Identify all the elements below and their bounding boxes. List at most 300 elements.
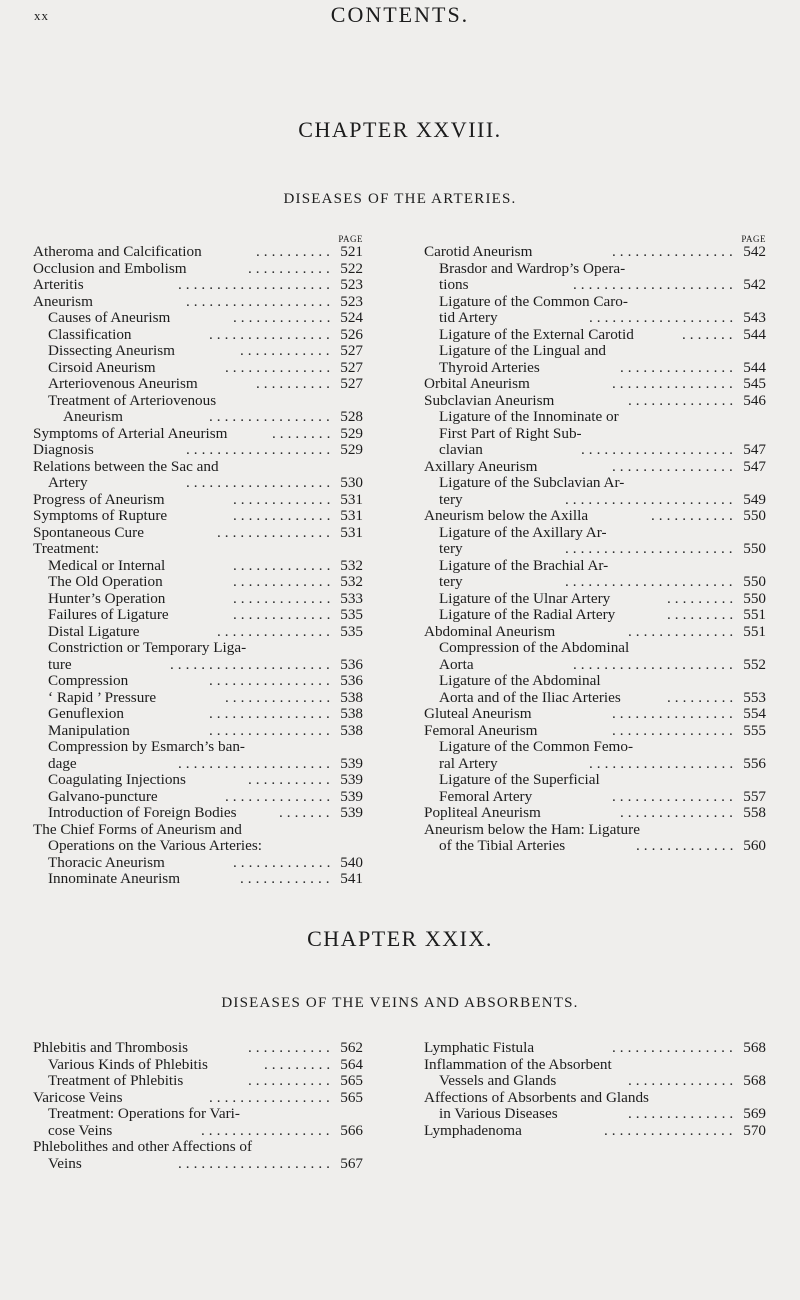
dot-leader: ........... [248,771,334,788]
toc-entry-page: 550 [743,589,766,607]
toc-entry-title: Classification [48,325,132,343]
dot-leader: .............. [628,1105,738,1122]
toc-entry [424,261,766,278]
toc-entry [33,574,363,591]
toc-entry-title: Ligature of the Brachial Ar- [439,556,609,574]
dot-leader: ............. [636,837,738,854]
dot-leader: ............... [620,358,737,376]
toc-entry [33,1073,363,1090]
toc-entry [33,508,363,525]
toc-entry [424,1090,766,1107]
toc-entry-page: 554 [743,705,766,722]
toc-entry-page: 540 [340,853,363,871]
toc-entry-page: 567 [340,1154,363,1172]
toc-entry-title: Ligature of the Common Femo- [439,738,634,755]
toc-entry-page: 523 [340,276,363,293]
toc-entry-page: 566 [340,1121,363,1139]
toc-entry-title: Femoral Aneurism [424,721,538,739]
toc-entry [424,607,766,624]
dot-leader: ................. [604,1121,737,1139]
toc-entry-title: dage [48,754,77,772]
toc-entry [424,1073,766,1090]
dot-leader: ............ [240,342,334,359]
toc-entry [33,1090,363,1107]
toc-entry-title: Thyroid Arteries [439,358,540,376]
toc-entry-page: 544 [743,358,766,376]
dot-leader: ............ [240,870,334,887]
toc-entry-title: tery [439,490,463,508]
toc-entry-title: Diagnosis [33,441,94,458]
toc-entry-title: Affections of Absorbents and Glands [424,1088,649,1106]
toc-entry [33,558,363,575]
toc-entry [33,1139,363,1156]
dot-leader: .................... [178,1154,334,1172]
dot-leader: ................ [612,787,737,805]
dot-leader: ................ [612,721,737,739]
toc-entry-page: 538 [340,705,363,722]
toc-entry-title: Coagulating Injections [48,771,186,788]
dot-leader: ................ [209,672,334,689]
toc-entry-page: 536 [340,655,363,673]
toc-entry-page: 545 [743,375,766,392]
toc-entry-page: 542 [743,276,766,293]
dot-leader: ................... [186,474,335,491]
toc-entry-page: 527 [340,342,363,359]
toc-entry-page: 538 [340,721,363,739]
running-title: CONTENTS. [330,2,470,27]
toc-entry [424,409,766,426]
dot-leader: ................... [186,441,335,458]
toc-entry-title: Aneurism [33,292,93,310]
dot-leader: ..................... [573,276,737,293]
toc-entry [33,1057,363,1074]
toc-entry-title: Subclavian Aneurism [424,391,555,409]
toc-entry-page: 547 [743,441,766,458]
toc-entry [33,426,363,443]
toc-entry-page: 522 [340,259,363,277]
toc-entry-title: Ligature of the Ulnar Artery [439,589,611,607]
toc-entry-page: 527 [340,358,363,376]
toc-entry [33,640,363,657]
toc-entry-title: Popliteal Aneurism [424,804,541,821]
toc-entry-title: Aneurism below the Ham: Ligature [424,820,640,838]
toc-entry [424,475,766,492]
toc-entry [424,1040,766,1057]
toc-entry-page: 531 [340,507,363,524]
toc-entry-title: Arteriovenous Aneurism [48,375,198,392]
toc-entry-title: clavian [439,441,483,458]
toc-entry-title: Inflammation of the Absorbent [424,1055,612,1073]
toc-entry [424,739,766,756]
toc-entry [33,690,363,707]
dot-leader: ................ [612,243,737,260]
toc-entry [33,459,363,476]
toc-entry [424,822,766,839]
toc-entry-page: 565 [340,1072,363,1089]
toc-entry-title: Phlebolithes and other Affections of [33,1138,253,1155]
toc-entry [33,673,363,690]
toc-entry [424,1057,766,1074]
dot-leader: ................... [186,292,335,310]
toc-entry-title: Ligature of the Lingual and [439,342,607,359]
toc-entry [424,558,766,575]
toc-entry [33,244,363,261]
toc-entry [33,360,363,377]
toc-entry-title: Relations between the Sac and [33,457,219,475]
toc-entry [33,1156,363,1173]
toc-entry-title: ral Artery [439,754,498,772]
toc-entry [33,789,363,806]
toc-entry-title: Ligature of the External Carotid [439,325,634,343]
toc-entry [424,624,766,641]
toc-entry-page: 527 [340,375,363,392]
toc-entry [33,310,363,327]
toc-entry-page: 524 [340,309,363,326]
toc-entry [33,756,363,773]
toc-entry-title: ture [48,655,72,673]
toc-entry [424,591,766,608]
toc-entry-page: 521 [340,243,363,260]
toc-entry [424,690,766,707]
toc-entry-title: Cirsoid Aneurism [48,358,156,376]
toc-entry-title: Constriction or Temporary Liga- [48,639,247,656]
toc-entry-title: Treatment: Operations for Vari- [48,1105,240,1122]
toc-entry-title: Dissecting Aneurism [48,342,175,359]
dot-leader: ............. [233,589,335,607]
toc-entry [424,426,766,443]
toc-entry-title: tions [439,276,469,293]
toc-entry [424,360,766,377]
toc-entry-title: Vessels and Glands [439,1072,557,1089]
dot-leader: ........... [248,259,334,277]
toc-entry [424,805,766,822]
toc-entry-title: Galvano-puncture [48,787,158,805]
toc-entry-title: ‘ Rapid ’ Pressure [48,688,157,706]
toc-entry-title: Atheroma and Calcification [33,243,202,260]
toc-entry-title: Operations on the Various Arteries: [48,837,262,854]
toc-entry-title: in Various Diseases [439,1105,558,1122]
toc-entry-title: Abdominal Aneurism [424,622,556,640]
toc-entry-title: Causes of Aneurism [48,309,171,326]
toc-entry-title: Orbital Aneurism [424,375,530,392]
dot-leader: .............. [225,787,335,805]
toc-entry [424,393,766,410]
dot-leader: .......... [256,243,334,260]
toc-entry [424,492,766,509]
toc-entry [33,772,363,789]
toc-entry [424,442,766,459]
toc-entry-title: Veins [48,1154,82,1172]
toc-entry-title: Varicose Veins [33,1088,123,1106]
toc-entry [424,657,766,674]
dot-leader: ............... [217,523,334,541]
toc-entry-title: Compression of the Abdominal [439,639,630,656]
toc-entry-page: 535 [340,622,363,640]
toc-entry [424,525,766,542]
toc-entry [424,310,766,327]
page-number: xx [34,8,49,23]
toc-entry [424,1123,766,1140]
toc-entry-page: 543 [743,309,766,326]
toc-entry-title: Manipulation [48,721,130,739]
toc-entry [33,294,363,311]
toc-entry [424,244,766,261]
dot-leader: ......... [667,589,738,607]
dot-leader: ................ [209,1088,334,1106]
toc-entry-page: 541 [340,870,363,887]
dot-leader: ............... [620,804,737,821]
toc-entry-page: 531 [340,523,363,541]
toc-entry-page: 532 [340,573,363,590]
toc-entry-page: 538 [340,688,363,706]
toc-entry-title: tery [439,540,463,557]
toc-entry-title: Various Kinds of Phlebitis [48,1055,208,1073]
toc-entry [424,772,766,789]
toc-entry-title: Aorta [439,655,474,673]
dot-leader: ................. [201,1121,334,1139]
toc-entry [33,409,363,426]
dot-leader: ............. [233,853,335,871]
dot-leader: ...................... [565,573,737,590]
dot-leader: .............. [628,1072,738,1089]
toc-entry-title: Ligature of the Abdominal [439,672,601,689]
toc-entry-title: Treatment: [33,540,100,557]
toc-column-left [33,234,363,888]
dot-leader: ............. [233,507,335,524]
toc-entry-page: 551 [743,606,766,623]
toc-entry-page: 570 [743,1121,766,1139]
dot-leader: ................... [589,309,738,326]
toc-entry-title: Ligature of the Innominate or [439,408,619,425]
toc-entry-title: Failures of Ligature [48,606,169,623]
dot-leader: ...................... [565,490,737,508]
dot-leader: .............. [225,688,335,706]
dot-leader: ................ [612,1039,737,1056]
toc-entry-title: Lymphadenoma [424,1121,522,1139]
toc-entry [424,640,766,657]
chapter-subtitle: DISEASES OF THE VEINS AND ABSORBENTS. [221,995,579,1011]
toc-entry-title: Femoral Artery [439,787,533,805]
dot-leader: ..................... [170,655,334,673]
dot-leader: .................... [581,441,737,458]
toc-entry [424,1106,766,1123]
dot-leader: ......... [667,606,738,623]
toc-entry [424,706,766,723]
dot-leader: ................ [612,457,737,475]
toc-entry-page: 546 [743,391,766,409]
toc-entry-page: 529 [340,441,363,458]
toc-entry-page: 530 [340,474,363,491]
toc-entry [33,739,363,756]
toc-entry [424,541,766,558]
toc-entry [424,277,766,294]
toc-entry-page: 568 [743,1039,766,1056]
toc-entry [33,277,363,294]
toc-entry-title: The Old Operation [48,573,163,590]
toc-entry-title: Ligature of the Superficial [439,771,600,788]
toc-entry [33,376,363,393]
toc-entry-page: 535 [340,606,363,623]
dot-leader: .............. [225,358,335,376]
toc-entry-title: Innominate Aneurism [48,870,181,887]
chapter-subtitle: DISEASES OF THE ARTERIES. [283,191,517,207]
dot-leader: ................ [612,705,737,722]
dot-leader: .................... [178,754,334,772]
running-head [0,2,800,28]
dot-leader: ........... [248,1072,334,1089]
toc-entry-page: 533 [340,589,363,607]
toc-entry [424,673,766,690]
toc-column-left [33,1040,363,1172]
toc-entry-title: Thoracic Aneurism [48,853,165,871]
toc-entry-title: Artery [48,474,88,491]
toc-entry-page: 550 [743,573,766,590]
toc-entry-title: Symptoms of Arterial Aneurism [33,424,228,442]
toc-entry-title: Phlebitis and Thrombosis [33,1039,188,1056]
dot-leader: ....... [682,325,737,343]
dot-leader: ........ [272,424,335,442]
toc-entry-title: Treatment of Arteriovenous [48,391,217,409]
toc-entry-title: Aneurism below the Axilla [424,507,589,524]
toc-entry-page: 528 [340,408,363,425]
toc-entry [33,541,363,558]
toc-entry-page: 568 [743,1072,766,1089]
dot-leader: .............. [628,622,738,640]
toc-entry-title: Distal Ligature [48,622,140,640]
toc-entry [424,376,766,393]
toc-entry-title: tid Artery [439,309,498,326]
toc-entry-page: 542 [743,243,766,260]
toc-entry [33,393,363,410]
toc-entry-title: Spontaneous Cure [33,523,144,541]
toc-entry [424,508,766,525]
toc-entry [33,871,363,888]
page-column-label: PAGE [338,234,363,244]
toc-entry-page: 531 [340,490,363,508]
toc-entry-title: Occlusion and Embolism [33,259,187,277]
toc-entry-title: Aneurism [63,408,123,425]
toc-entry [33,327,363,344]
dot-leader: .................... [178,276,334,293]
toc-entry-title: Aorta and of the Iliac Arteries [439,688,621,706]
dot-leader: ................... [589,754,738,772]
toc-entry [424,459,766,476]
toc-entry-title: Treatment of Phlebitis [48,1072,184,1089]
dot-leader: ..................... [573,655,737,673]
chapter-title: CHAPTER XXIX. [307,926,493,951]
dot-leader: ................ [209,721,334,739]
toc-entry-title: Compression [48,672,129,689]
toc-entry [33,805,363,822]
toc-entry-page: 564 [340,1055,363,1073]
toc-entry [33,657,363,674]
dot-leader: ...................... [565,540,737,557]
toc-entry [33,855,363,872]
dot-leader: ....... [279,804,334,821]
toc-entry [424,838,766,855]
toc-entry [424,574,766,591]
dot-leader: ........... [248,1039,334,1056]
toc-entry [33,723,363,740]
toc-entry [33,822,363,839]
toc-entry [424,343,766,360]
dot-leader: ......... [264,1055,335,1073]
dot-leader: .............. [628,391,738,409]
toc-entry-page: 549 [743,490,766,508]
toc-entry-title: Lymphatic Fistula [424,1039,535,1056]
toc-entry [33,607,363,624]
toc-entry-title: Hunter’s Operation [48,589,166,607]
toc-entry-title: Compression by Esmarch’s ban- [48,738,245,755]
toc-entry-page: 529 [340,424,363,442]
toc-entry-page: 550 [743,540,766,557]
toc-entry-page: 551 [743,622,766,640]
toc-entry-title: of the Tibial Arteries [439,837,566,854]
toc-entry [33,1123,363,1140]
toc-entry-title: Ligature of the Axillary Ar- [439,523,607,541]
toc-entry-page: 544 [743,325,766,343]
toc-entry-title: Genuflexion [48,705,124,722]
dot-leader: ................ [209,325,334,343]
toc-entry-page: 547 [743,457,766,475]
toc-entry-page: 539 [340,771,363,788]
dot-leader: ................ [209,705,334,722]
toc-entry [424,294,766,311]
toc-entry-title: Arteritis [33,276,84,293]
toc-entry [424,327,766,344]
toc-entry [33,475,363,492]
toc-entry-page: 562 [340,1039,363,1056]
toc-entry-page: 555 [743,721,766,739]
toc-entry-title: Axillary Aneurism [424,457,538,475]
toc-entry-title: Gluteal Aneurism [424,705,532,722]
toc-entry [424,723,766,740]
toc-entry-title: The Chief Forms of Aneurism and [33,820,242,838]
toc-entry-title: Medical or Internal [48,556,166,574]
toc-entry-title: Brasdor and Wardrop’s Opera- [439,259,626,277]
toc-entry [33,591,363,608]
toc-entry-page: 556 [743,754,766,772]
toc-entry [33,706,363,723]
toc-entry-page: 569 [743,1105,766,1122]
toc-entry [33,343,363,360]
toc-entry [33,525,363,542]
toc-entry [33,442,363,459]
toc-entry [424,789,766,806]
toc-entry [33,624,363,641]
toc-entry [33,838,363,855]
toc-entry-title: cose Veins [48,1121,113,1139]
toc-entry-page: 539 [340,787,363,805]
dot-leader: ............. [233,573,335,590]
toc-entry-page: 558 [743,804,766,821]
toc-entry-page: 560 [743,837,766,854]
toc-column-right [424,234,766,855]
dot-leader: ............. [233,606,335,623]
toc-entry-page: 557 [743,787,766,805]
toc-entry-page: 532 [340,556,363,574]
dot-leader: ............. [233,490,335,508]
dot-leader: ................ [612,375,737,392]
toc-entry-title: Ligature of the Subclavian Ar- [439,474,625,491]
toc-entry-page: 536 [340,672,363,689]
toc-entry-page: 523 [340,292,363,310]
chapter-title: CHAPTER XXVIII. [298,117,502,142]
toc-column-right [424,1040,766,1139]
dot-leader: ............. [233,309,335,326]
page-column-label: PAGE [741,234,766,244]
toc-entry-page: 565 [340,1088,363,1106]
